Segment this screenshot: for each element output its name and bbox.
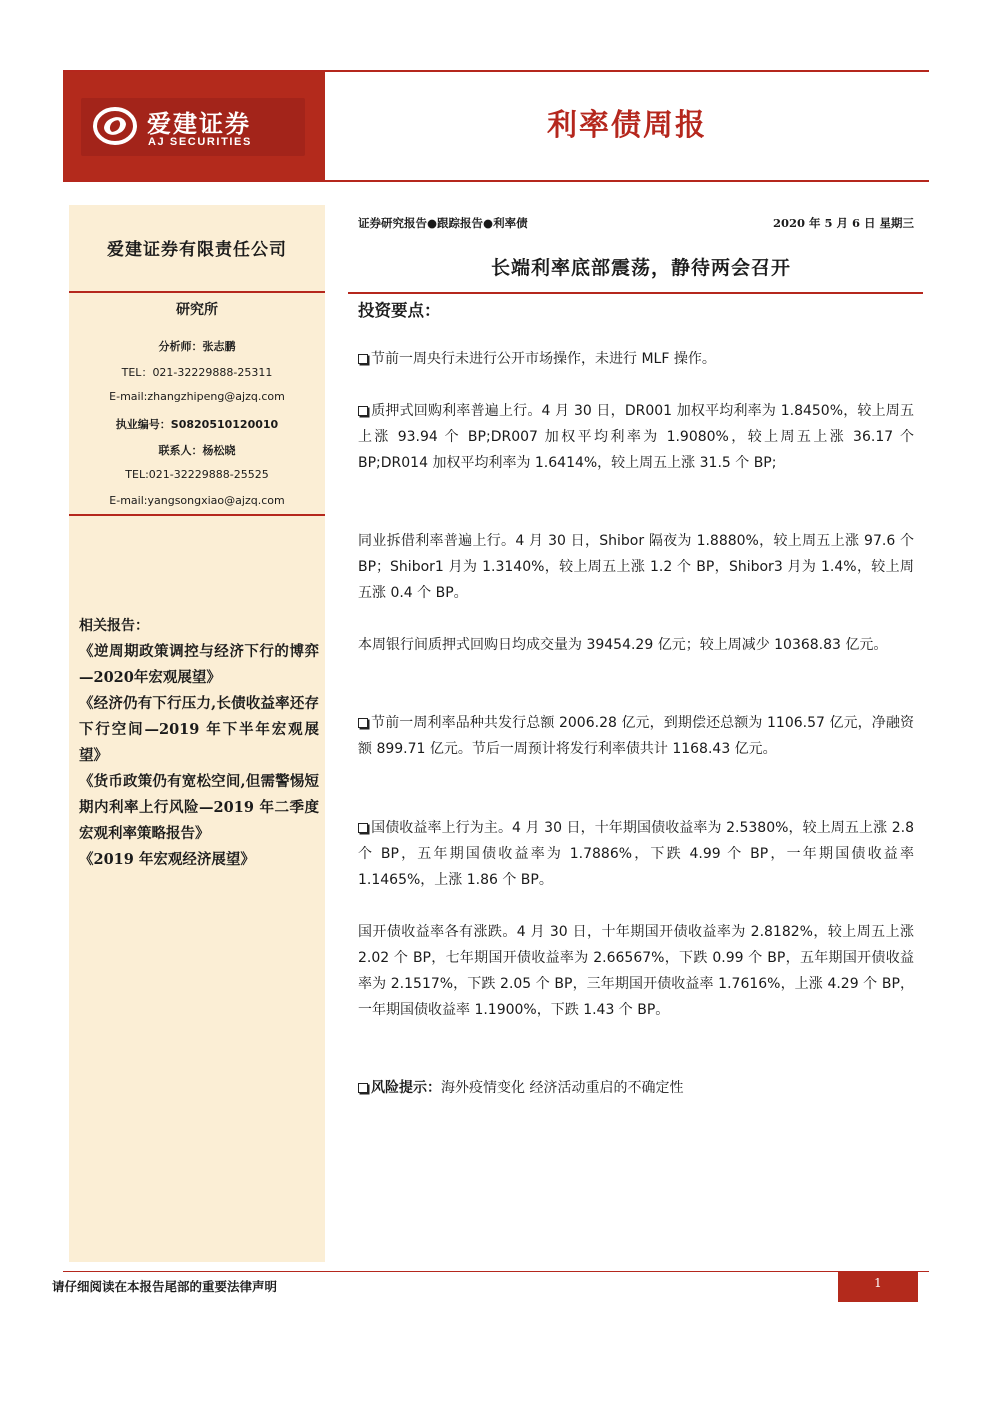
logo	[81, 98, 305, 156]
checkbox-bullet-icon	[358, 406, 368, 416]
institute-name: 研究所	[176, 302, 218, 318]
key-point-paragraph: 节前一周央行未进行公开市场操作，未进行 MLF 操作。	[358, 346, 914, 372]
contact-name: 联系人：杨松晓	[158, 444, 236, 457]
checkbox-bullet-icon	[358, 718, 368, 728]
logo-block	[63, 72, 325, 180]
section-title: 投资要点：	[358, 301, 441, 320]
logo-chinese-name: 爱建证券	[147, 109, 251, 138]
key-point-paragraph: 国债收益率上行为主。4 月 30 日，十年期国债收益率为 2.5380%，较上周五上涨 2.8 个 BP，五年期国债收益率为 1.7886%，下跌 4.99 个 BP，一年期国债收益率 1.1465%，上涨 1.86 个 BP。	[358, 820, 914, 888]
related-report-item[interactable]: 《逆周期政策调控与经济下行的博弈—2020年宏观展望》	[79, 643, 319, 686]
page-number: 1	[838, 1272, 918, 1302]
risk-warning	[358, 1075, 914, 1101]
footer-rule	[63, 1271, 929, 1272]
headline-rule	[348, 292, 923, 294]
report-type-title: 利率债周报	[547, 108, 707, 143]
risk-label: 风险提示：	[371, 1080, 441, 1096]
related-report-item[interactable]: 《2019 年宏观经济展望》	[79, 851, 255, 868]
key-point-paragraph: 同业拆借利率普遍上行。4 月 30 日，Shibor 隔夜为 1.8880%，较上周五上涨 97.6 个 BP；Shibor1 月为 1.3140%，较上周五上涨 1.2 个 BP，Shibor3 月为 1.4%，较上周五涨 0.4 个 BP。	[358, 533, 914, 601]
sidebar-divider	[69, 514, 325, 516]
header-bottom-rule	[63, 180, 929, 182]
key-point-paragraph: 国开债收益率各有涨跌。4 月 30 日，十年期国开债收益率为 2.8182%，较上周五上涨 2.02 个 BP，七年期国开债收益率为 2.66567%，下跌 0.99 个 BP，五年期国开债收益率为 2.1517%，下跌 2.05 个 BP，三年期国开债收益率 1.7616%，上涨 4.29 个 BP，一年期国债收益率 1.1900%，下跌 1.43 个 BP。	[358, 924, 914, 1018]
report-headline: 长端利率底部震荡，静待两会召开	[490, 257, 791, 279]
report-date: 2020 年 5 月 6 日 星期三	[772, 216, 914, 230]
license-number: 执业编号：S0820510120010	[115, 418, 279, 431]
report-category: 证券研究报告●跟踪报告●利率债	[358, 216, 528, 230]
key-point-paragraph: 质押式回购利率普遍上行。4 月 30 日，DR001 加权平均利率为 1.8450%，较上周五上涨 93.94 个 BP;DR007 加权平均利率为 1.9080%，较上周五上涨 36.17 个 BP;DR014 加权平均利率为 1.6414%，较上周五上涨 31.5 个 BP;	[358, 403, 914, 471]
sidebar-divider	[69, 291, 325, 293]
related-reports-title: 相关报告：	[79, 618, 149, 634]
aj-securities-logo-icon	[93, 106, 137, 146]
contact-tel: TEL:021-32229888-25525	[125, 468, 269, 481]
contact-email[interactable]: E-mail:yangsongxiao@ajzq.com	[109, 494, 285, 507]
key-point-paragraph: 节前一周利率品种共发行总额 2006.28 亿元，到期偿还总额为 1106.57 亿元，净融资额 899.71 亿元。节后一周预计将发行利率债共计 1168.43 亿元。	[358, 715, 914, 757]
logo-english-name: AJ SECURITIES	[148, 136, 252, 148]
analyst-tel: TEL：021-32229888-25311	[121, 366, 273, 379]
company-name: 爱建证券有限责任公司	[107, 240, 287, 260]
analyst-email[interactable]: E-mail:zhangzhipeng@ajzq.com	[109, 390, 285, 403]
related-report-item[interactable]: 《货币政策仍有宽松空间,但需警惕短期内利率上行风险—2019 年二季度宏观利率策略报告》	[79, 773, 319, 842]
checkbox-bullet-icon	[358, 823, 368, 833]
analyst-name: 分析师：张志鹏	[158, 340, 236, 353]
risk-text: 海外疫情变化 经济活动重启的不确定性	[441, 1080, 684, 1096]
key-point-paragraph: 本周银行间质押式回购日均成交量为 39454.29 亿元；较上周减少 10368.83 亿元。	[358, 637, 888, 653]
related-report-item[interactable]: 《经济仍有下行压力,长债收益率还存下行空间—2019 年下半年宏观展望》	[79, 695, 319, 764]
sidebar	[69, 205, 325, 1262]
related-reports-list	[79, 639, 319, 873]
checkbox-bullet-icon	[358, 1083, 368, 1093]
legal-disclaimer: 请仔细阅读在本报告尾部的重要法律声明	[52, 1279, 278, 1294]
checkbox-bullet-icon	[358, 354, 368, 364]
